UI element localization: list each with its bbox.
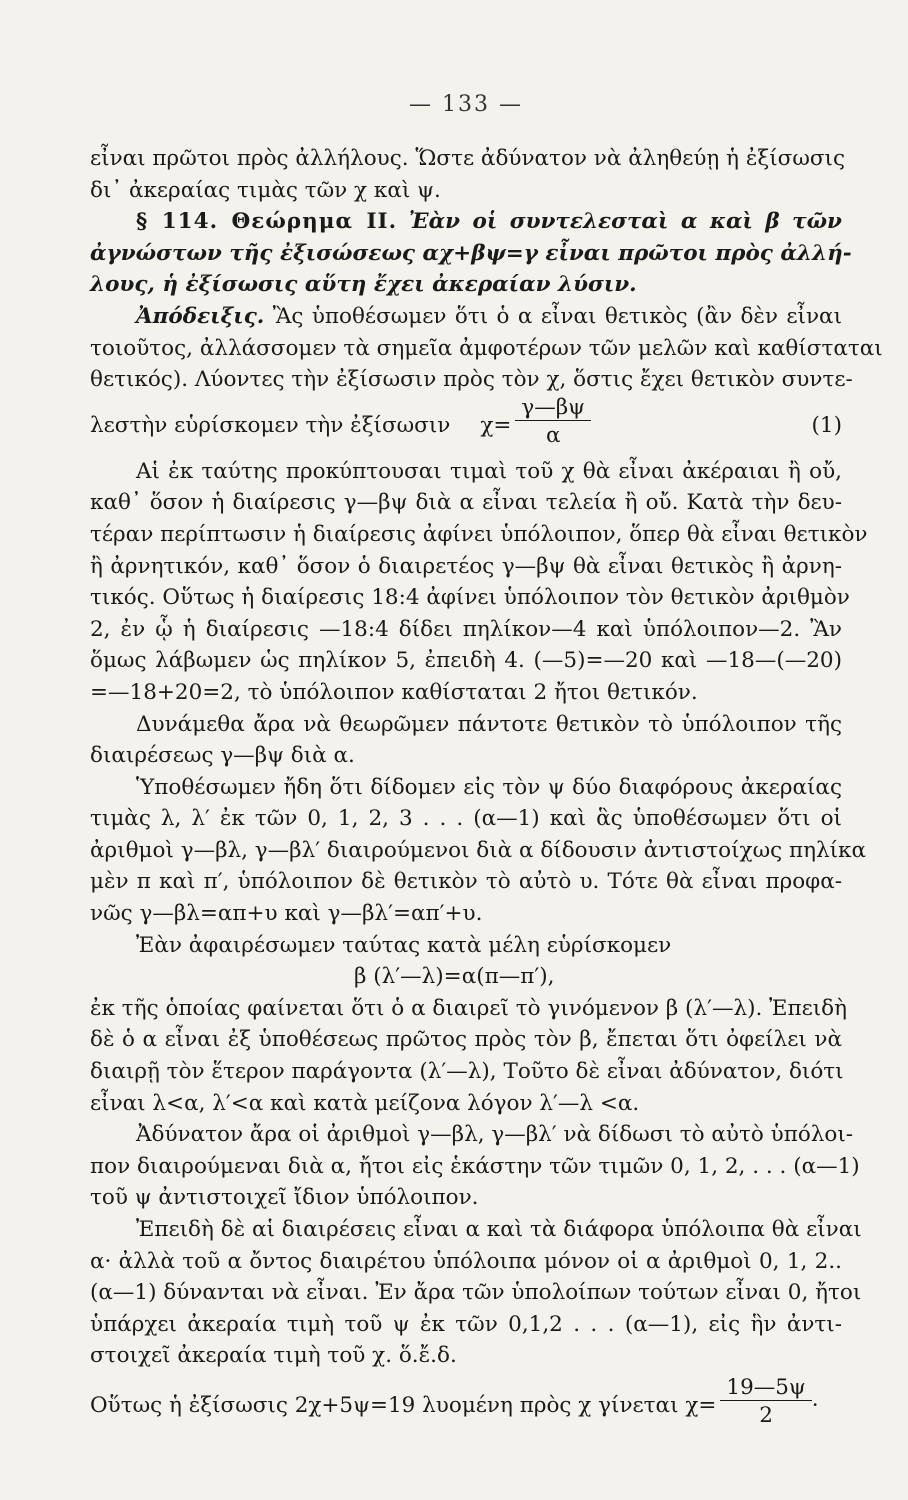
text-line: Ὑποθέσωμεν ἤδη ὅτι δίδομεν εἰς τὸν ψ δύο διαφόρους ἀκεραίας bbox=[136, 774, 842, 800]
text-line: Δυνάμεθα ἄρα νὰ θεωρῶμεν πάντοτε θετικὸν τὸ ὑπόλοιπον τῆς bbox=[136, 711, 842, 737]
book-page bbox=[90, 92, 883, 1436]
theorem-statement: λους, ἡ ἐξίσωσις αὕτη ἔχει ἀκεραίαν λύσιν. bbox=[90, 272, 637, 298]
text-line: πον διαιρούμεναι διὰ α, ἤτοι εἰς ἑκάστην τῶν τιμῶν 0, 1, 2, . . . (α—1) bbox=[90, 1153, 860, 1179]
text-line: (α—1) δύνανται νὰ εἶναι. Ἐν ἄρα τῶν ὑπολοίπων τούτων εἶναι 0, ἤτοι bbox=[90, 1280, 862, 1306]
text-line: διαιρῇ τὸν ἕτερον παράγοντα (λ′—λ), Τοῦτο δὲ εἶναι ἀδύνατον, διότι bbox=[90, 1059, 844, 1085]
text-line: θετικός). Λύοντες τὴν ἐξίσωσιν πρὸς τὸν χ, ὅστις ἔχει θετικὸν συντε- bbox=[90, 367, 853, 393]
fraction bbox=[720, 1376, 811, 1431]
text-line: τοῦ ψ ἀντιστοιχεῖ ἴδιον ὑπόλοιπον. bbox=[90, 1185, 479, 1211]
text-line: εἶναι πρῶτοι πρὸς ἀλλήλους. Ὥστε ἀδύνατον νὰ ἀληθεύῃ ἡ ἐξίσωσις bbox=[90, 146, 845, 171]
text-line: ἐκ τῆς ὁποίας φαίνεται ὅτι ὁ α διαιρεῖ τὸ γινόμενον β (λ′—λ). Ἐπειδὴ bbox=[90, 995, 847, 1021]
text-line: ἀριθμοὶ γ—βλ, γ—βλ′ διαιρούμενοι διὰ α δίδουσιν ἀντιστοίχως πηλίκα bbox=[90, 837, 867, 863]
text-line: εἶναι λ<α, λ′<α καὶ κατὰ μείζονα λόγον λ′—λ <α. bbox=[90, 1090, 640, 1116]
fraction-denominator: 2 bbox=[759, 1402, 773, 1428]
theorem-heading: § 114. Θεώρημα II. bbox=[136, 209, 398, 235]
fraction-numerator: γ—βψ bbox=[515, 396, 591, 421]
text-line: α· ἀλλὰ τοῦ α ὄντος διαιρέτου ὑπόλοιπα μόνον οἱ α ἀριθμοὶ 0, 1, 2.. bbox=[90, 1248, 842, 1274]
text-line: διαιρέσεως γ—βψ διὰ α. bbox=[90, 743, 355, 769]
text-line: δι᾽ ἀκεραίας τιμὰς τῶν χ καὶ ψ. bbox=[90, 177, 441, 203]
proof-heading: Ἀπόδειξις. bbox=[136, 303, 265, 329]
text-line: Ἐπειδὴ δὲ αἱ διαιρέσεις εἶναι α καὶ τὰ διάφορα ὑπόλοιπα θὰ εἶναι bbox=[136, 1217, 862, 1242]
text-line: νῶς γ—βλ=απ+υ καὶ γ—βλ′=απ′+υ. bbox=[90, 901, 483, 927]
equation-line: β (λ′—λ)=α(π—π′), bbox=[354, 964, 555, 990]
proof-line bbox=[90, 301, 842, 333]
text-line: καθ᾽ ὅσον ἡ διαίρεσις γ—βψ διὰ α εἶναι τελεία ἢ οὔ. Κατὰ τὴν δευ- bbox=[90, 490, 842, 516]
equation-line bbox=[90, 396, 842, 456]
text-line: Ἐὰν ἀφαιρέσωμεν ταύτας κατὰ μέλη εὑρίσκομεν bbox=[136, 932, 672, 958]
equation-lhs: χ= bbox=[480, 412, 512, 438]
fraction-numerator: 19—5ψ bbox=[720, 1376, 811, 1401]
text-line: τοιοῦτος, ἀλλάσσομεν τὰ σημεῖα ἀμφοτέρων τῶν μελῶν καὶ καθίσταται bbox=[90, 335, 883, 361]
text-line: Ἀδύνατον ἄρα οἱ ἀριθμοὶ γ—βλ, γ—βλ′ νὰ δίδωσι τὸ αὐτὸ ὑπόλοι- bbox=[136, 1122, 854, 1148]
text-line: δὲ ὁ α εἶναι ἐξ ὑποθέσεως πρῶτος πρὸς τὸν β, ἔπεται ὅτι ὀφείλει νὰ bbox=[90, 1027, 842, 1053]
theorem-statement: Ἐὰν οἱ συντελεσταὶ α καὶ β τῶν bbox=[408, 209, 842, 235]
equation-line bbox=[90, 1376, 842, 1436]
text-line: ἢ ἀρνητικόν, καθ᾽ ὅσον ὁ διαιρετέος γ—βψ θὰ εἶναι θετικὸς ἢ ἀρνη- bbox=[90, 553, 842, 579]
page-number: — 133 — bbox=[409, 92, 523, 117]
text-line: τέραν περίπτωσιν ἡ διαίρεσις ἀφίνει ὑπόλοιπον, ὅπερ θὰ εἶναι θετικὸν bbox=[90, 521, 868, 547]
text-line: ὅμως λάβωμεν ὡς πηλίκον 5, ἐπειδὴ 4. (—5)=—20 καὶ —18—(—20) bbox=[90, 648, 842, 674]
text-span: Οὕτως ἡ ἐξίσωσις 2χ+5ψ=19 λυομένη πρὸς χ γίνεται χ= bbox=[90, 1392, 717, 1418]
text-line: τικός. Οὕτως ἡ διαίρεσις 18:4 ἀφίνει ὑπόλοιπον τὸν θετικὸν ἀριθμὸν bbox=[90, 585, 850, 611]
text-span: · bbox=[811, 1392, 819, 1418]
equation-number: (1) bbox=[811, 412, 842, 438]
fraction bbox=[515, 396, 591, 451]
text-line: στοιχεῖ ἀκεραία τιμὴ τοῦ χ. ὅ.ἔ.δ. bbox=[90, 1343, 457, 1369]
theorem-statement: ἀγνώστων τῆς ἐξισώσεως αχ+βψ=γ εἶναι πρῶτοι πρὸς ἀλλή- bbox=[90, 240, 852, 266]
theorem-line bbox=[90, 206, 842, 238]
text-span: λεστὴν εὑρίσκομεν τὴν ἐξίσωσιν bbox=[90, 412, 451, 438]
text-line: Αἱ ἐκ ταύτης προκύπτουσαι τιμαὶ τοῦ χ θὰ εἶναι ἀκέραιαι ἢ οὔ, bbox=[136, 458, 842, 484]
text-line: =—18+20=2, τὸ ὑπόλοιπον καθίσταται 2 ἤτοι θετικόν. bbox=[90, 679, 698, 705]
text-line: τιμὰς λ, λ′ ἐκ τῶν 0, 1, 2, 3 . . . (α—1) καὶ ἃς ὑποθέσωμεν ὅτι οἱ bbox=[90, 806, 842, 832]
text-span: Ἂς ὑποθέσωμεν ὅτι ὁ α εἶναι θετικὸς (ἂν δὲν εἶναι bbox=[272, 303, 842, 329]
text-line: μὲν π καὶ π′, ὑπόλοιπον δὲ θετικὸν τὸ αὐτὸ υ. Τότε θὰ εἶναι προφα- bbox=[90, 869, 842, 895]
fraction-denominator: α bbox=[545, 422, 561, 448]
text-line: 2, ἐν ᾧ ἡ διαίρεσις —18:4 δίδει πηλίκον—4 καὶ ὑπόλοιπον—2. Ἂν bbox=[90, 616, 842, 642]
text-line: ὑπάρχει ἀκεραία τιμὴ τοῦ ψ ἐκ τῶν 0,1,2 . . . (α—1), εἰς ἣν ἀντι- bbox=[90, 1311, 842, 1337]
